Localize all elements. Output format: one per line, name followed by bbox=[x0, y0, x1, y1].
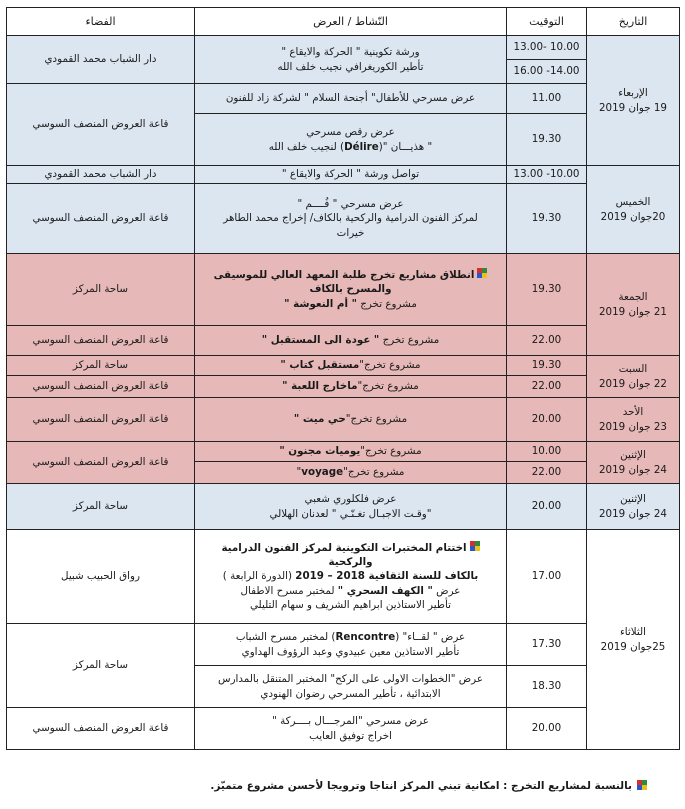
venue-cell: ساحة المركز bbox=[7, 484, 195, 530]
activity-cell: مشروع تخرج"voyage" bbox=[195, 462, 507, 484]
four-color-flag-icon bbox=[470, 541, 480, 551]
time-cell: 19.30 bbox=[507, 114, 587, 166]
table-row bbox=[7, 254, 680, 326]
venue-cell: رواق الحبيب شبيل bbox=[7, 530, 195, 624]
time-cell: 14.00- 16.00 bbox=[507, 60, 587, 84]
time-cell: 10.00 -13.00 bbox=[507, 36, 587, 60]
table-row bbox=[7, 84, 680, 114]
table-row bbox=[7, 166, 680, 184]
table-row bbox=[7, 442, 680, 462]
header-activity: النّشاط / العرض bbox=[195, 8, 507, 36]
time-cell: 20.00 bbox=[507, 484, 587, 530]
venue-cell: قاعة العروض المنصف السوسي bbox=[7, 326, 195, 356]
activity-cell: مشروع تخرج"مستقبل كتاب " bbox=[195, 356, 507, 376]
time-cell: 17.00 bbox=[507, 530, 587, 624]
time-cell: 18.30 bbox=[507, 666, 587, 708]
activity-cell: عرض مسرحي " فُــــم " لمركز الفنون الدرامية والركحية بالكاف/ إخراج محمد الطاهر خيرات bbox=[195, 184, 507, 254]
date-cell: الإربعاء 19 جوان 2019 bbox=[587, 36, 680, 166]
table-row bbox=[7, 530, 680, 624]
table-row bbox=[7, 708, 680, 750]
footer-note bbox=[210, 780, 647, 792]
time-cell: 19.30 bbox=[507, 254, 587, 326]
activity-cell: مشروع تخرج"حي ميت " bbox=[195, 398, 507, 442]
date-cell: الثلاثاء 25جوان 2019 bbox=[587, 530, 680, 750]
table-row bbox=[7, 356, 680, 376]
four-color-flag-icon bbox=[637, 780, 647, 790]
date-cell: الخميس 20جوان 2019 bbox=[587, 166, 680, 254]
venue-cell: قاعة العروض المنصف السوسي bbox=[7, 708, 195, 750]
venue-cell: ساحة المركز bbox=[7, 254, 195, 326]
schedule-table bbox=[6, 7, 680, 750]
header-row bbox=[7, 8, 680, 36]
venue-cell: ساحة المركز bbox=[7, 356, 195, 376]
activity-cell: عرض فلكلوري شعبي "وقـت الاجبـال تغـنّـي " لعدنان الهلالي bbox=[195, 484, 507, 530]
activity-cell: مشروع تخرج"يوميات مجنون " bbox=[195, 442, 507, 462]
activity-cell: تواصل ورشة " الحركة والايقاع " bbox=[195, 166, 507, 184]
date-cell: الجمعة 21 جوان 2019 bbox=[587, 254, 680, 356]
activity-cell: اختتام المختبرات التكوينية لمركز الفنون الدرامية والركحية بالكاف للسنة الثقافية 2018 – 2019 (الدورة الرابعة ) عرض " الكهف السحري " لمختبر مسرح الاطفال تأطير الاستاذين ابراهيم الشريف و سهام التليلي bbox=[195, 530, 507, 624]
activity-cell: عرض رقص مسرحي " هذيـــان "(Délire) لنجيب خلف الله bbox=[195, 114, 507, 166]
venue-cell: ساحة المركز bbox=[7, 624, 195, 708]
time-cell: 10.00- 13.00 bbox=[507, 166, 587, 184]
time-cell: 11.00 bbox=[507, 84, 587, 114]
time-cell: 22.00 bbox=[507, 376, 587, 398]
header-time: التوقيت bbox=[507, 8, 587, 36]
venue-cell: قاعة العروض المنصف السوسي bbox=[7, 398, 195, 442]
activity-cell: عرض مسرحي للأطفال" أجنحة السلام " لشركة زاد للفنون bbox=[195, 84, 507, 114]
table-row bbox=[7, 398, 680, 442]
header-date: التاريخ bbox=[587, 8, 680, 36]
venue-cell: قاعة العروض المنصف السوسي bbox=[7, 84, 195, 166]
footer-text: بالنسبة لمشاريع التخرج : امكانية تبني المركز انتاجا وترويجا لأحسن مشروع متميّز. bbox=[210, 780, 632, 792]
activity-cell: ورشة تكوينية " الحركة والايقاع " تأطير الكوريغرافي نجيب خلف الله bbox=[195, 36, 507, 84]
time-cell: 17.30 bbox=[507, 624, 587, 666]
activity-cell: عرض "الخطوات الاولى على الركح" المختبر المتنقل بالمدارس الابتدائية ، تأطير المسرحي رضوان الهنودي bbox=[195, 666, 507, 708]
table-row bbox=[7, 484, 680, 530]
time-cell: 10.00 bbox=[507, 442, 587, 462]
time-cell: 19.30 bbox=[507, 184, 587, 254]
venue-cell: قاعة العروض المنصف السوسي bbox=[7, 442, 195, 484]
date-cell: الأحد 23 جوان 2019 bbox=[587, 398, 680, 442]
venue-cell: قاعة العروض المنصف السوسي bbox=[7, 376, 195, 398]
time-cell: 20.00 bbox=[507, 708, 587, 750]
four-color-flag-icon bbox=[477, 268, 487, 278]
table-row bbox=[7, 36, 680, 60]
activity-cell: عرض مسرحي "المرجـــال بــــركة " اخراج توفيق العايب bbox=[195, 708, 507, 750]
venue-cell: دار الشباب محمد القمودي bbox=[7, 166, 195, 184]
activity-cell: انطلاق مشاريع تخرج طلبة المعهد العالي للموسيقى والمسرح بالكاف مشروع تخرج " أم النعوشة " bbox=[195, 254, 507, 326]
time-cell: 22.00 bbox=[507, 462, 587, 484]
venue-cell: قاعة العروض المنصف السوسي bbox=[7, 184, 195, 254]
activity-cell: عرض " لقــاء" (Rencontre) لمختبر مسرح الشباب تأطير الاستاذين معين عبيدوي وعبد الرؤوف الهداوي bbox=[195, 624, 507, 666]
date-cell: الإثنين 24 جوان 2019 bbox=[587, 442, 680, 484]
table-row bbox=[7, 184, 680, 254]
venue-cell: دار الشباب محمد القمودي bbox=[7, 36, 195, 84]
time-cell: 19.30 bbox=[507, 356, 587, 376]
date-cell: الإثنين 24 جوان 2019 bbox=[587, 484, 680, 530]
activity-cell: مشروع تخرج"ماخارج اللعبة " bbox=[195, 376, 507, 398]
header-venue: الفضاء bbox=[7, 8, 195, 36]
activity-cell: مشروع تخرج " عودة الى المستقبل " bbox=[195, 326, 507, 356]
time-cell: 20.00 bbox=[507, 398, 587, 442]
table-row bbox=[7, 624, 680, 666]
time-cell: 22.00 bbox=[507, 326, 587, 356]
table-row bbox=[7, 376, 680, 398]
date-cell: السبت 22 جوان 2019 bbox=[587, 356, 680, 398]
table-row bbox=[7, 326, 680, 356]
